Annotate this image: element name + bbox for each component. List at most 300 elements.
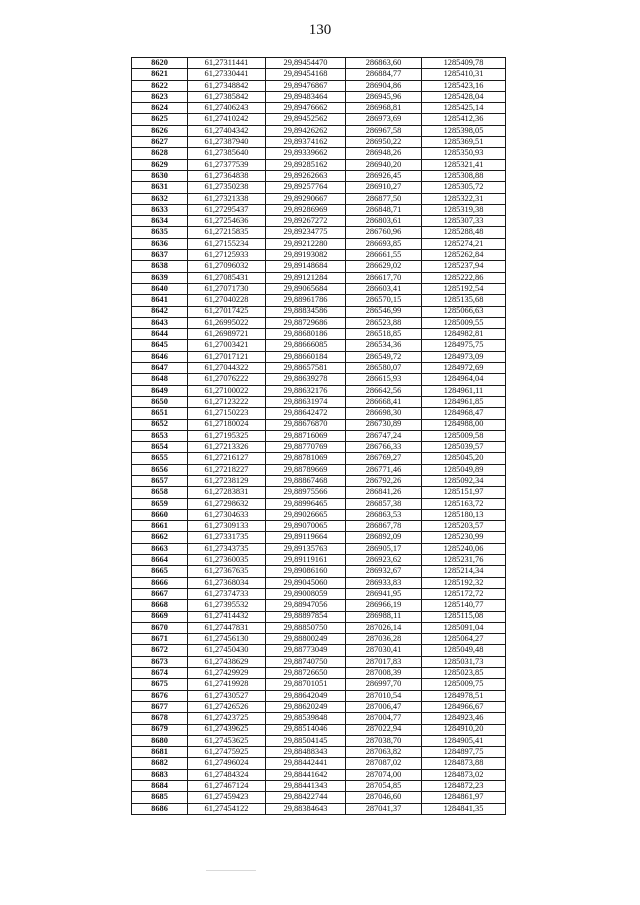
table-row	[132, 690, 506, 701]
point-number-cell: 8681	[132, 747, 188, 758]
latitude-cell: 61,27150223	[188, 408, 266, 419]
point-number-cell: 8646	[132, 351, 188, 362]
point-number-cell: 8674	[132, 668, 188, 679]
y-coordinate-cell: 1285140,77	[422, 600, 506, 611]
y-coordinate-cell: 1285274,21	[422, 238, 506, 249]
x-coordinate-cell: 286941,95	[346, 588, 422, 599]
table-row	[132, 351, 506, 362]
table-row	[132, 543, 506, 554]
longitude-cell: 29,88422744	[266, 792, 346, 803]
point-number-cell: 8662	[132, 532, 188, 543]
y-coordinate-cell: 1284964,04	[422, 374, 506, 385]
longitude-cell: 29,89026665	[266, 509, 346, 520]
x-coordinate-cell: 286523,88	[346, 317, 422, 328]
table-row	[132, 577, 506, 588]
y-coordinate-cell: 1285066,63	[422, 306, 506, 317]
table-row	[132, 781, 506, 792]
x-coordinate-cell: 286877,50	[346, 193, 422, 204]
y-coordinate-cell: 1285203,57	[422, 521, 506, 532]
point-number-cell: 8639	[132, 272, 188, 283]
latitude-cell: 61,27367635	[188, 566, 266, 577]
x-coordinate-cell: 286884,77	[346, 69, 422, 80]
table-row	[132, 430, 506, 441]
latitude-cell: 61,27017425	[188, 306, 266, 317]
point-number-cell: 8630	[132, 170, 188, 181]
point-number-cell: 8671	[132, 634, 188, 645]
point-number-cell: 8655	[132, 453, 188, 464]
longitude-cell: 29,89065684	[266, 283, 346, 294]
x-coordinate-cell: 287030,41	[346, 645, 422, 656]
point-number-cell: 8680	[132, 735, 188, 746]
point-number-cell: 8637	[132, 250, 188, 261]
table-row	[132, 250, 506, 261]
x-coordinate-cell: 286967,58	[346, 125, 422, 136]
x-coordinate-cell: 286792,26	[346, 475, 422, 486]
x-coordinate-cell: 286997,70	[346, 679, 422, 690]
x-coordinate-cell: 286771,46	[346, 464, 422, 475]
table-row	[132, 769, 506, 780]
longitude-cell: 29,89119664	[266, 532, 346, 543]
point-number-cell: 8629	[132, 159, 188, 170]
x-coordinate-cell: 286863,53	[346, 509, 422, 520]
x-coordinate-cell: 286973,69	[346, 114, 422, 125]
x-coordinate-cell: 286863,60	[346, 58, 422, 69]
y-coordinate-cell: 1285428,04	[422, 91, 506, 102]
x-coordinate-cell: 287038,70	[346, 735, 422, 746]
longitude-cell: 29,89135763	[266, 543, 346, 554]
latitude-cell: 61,27076222	[188, 374, 266, 385]
point-number-cell: 8638	[132, 261, 188, 272]
scan-artifact-line	[206, 870, 256, 871]
table-row	[132, 137, 506, 148]
table-row	[132, 735, 506, 746]
x-coordinate-cell: 286693,85	[346, 238, 422, 249]
table-row	[132, 125, 506, 136]
latitude-cell: 61,27195325	[188, 430, 266, 441]
latitude-cell: 61,27496024	[188, 758, 266, 769]
latitude-cell: 61,27484324	[188, 769, 266, 780]
y-coordinate-cell: 1284982,81	[422, 329, 506, 340]
y-coordinate-cell: 1285180,13	[422, 509, 506, 520]
table-row	[132, 555, 506, 566]
point-number-cell: 8677	[132, 701, 188, 712]
point-number-cell: 8667	[132, 588, 188, 599]
latitude-cell: 61,27215835	[188, 227, 266, 238]
longitude-cell: 29,88384643	[266, 803, 346, 814]
y-coordinate-cell: 1284961,85	[422, 396, 506, 407]
table-row	[132, 747, 506, 758]
x-coordinate-cell: 286867,78	[346, 521, 422, 532]
x-coordinate-cell: 286940,20	[346, 159, 422, 170]
latitude-cell: 61,27295437	[188, 204, 266, 215]
y-coordinate-cell: 1285091,04	[422, 622, 506, 633]
point-number-cell: 8634	[132, 216, 188, 227]
y-coordinate-cell: 1285308,88	[422, 170, 506, 181]
table-row	[132, 238, 506, 249]
point-number-cell: 8643	[132, 317, 188, 328]
table-row	[132, 363, 506, 374]
x-coordinate-cell: 286905,17	[346, 543, 422, 554]
x-coordinate-cell: 286966,19	[346, 600, 422, 611]
longitude-cell: 29,88726650	[266, 668, 346, 679]
y-coordinate-cell: 1285023,85	[422, 668, 506, 679]
y-coordinate-cell: 1285410,31	[422, 69, 506, 80]
x-coordinate-cell: 286848,71	[346, 204, 422, 215]
table-row	[132, 532, 506, 543]
y-coordinate-cell: 1284905,41	[422, 735, 506, 746]
longitude-cell: 29,89262663	[266, 170, 346, 181]
y-coordinate-cell: 1284861,97	[422, 792, 506, 803]
longitude-cell: 29,88947056	[266, 600, 346, 611]
point-number-cell: 8658	[132, 487, 188, 498]
latitude-cell: 61,27360035	[188, 555, 266, 566]
point-number-cell: 8664	[132, 555, 188, 566]
longitude-cell: 29,89148684	[266, 261, 346, 272]
x-coordinate-cell: 286570,15	[346, 295, 422, 306]
longitude-cell: 29,89234775	[266, 227, 346, 238]
y-coordinate-cell: 1285135,68	[422, 295, 506, 306]
x-coordinate-cell: 287074,00	[346, 769, 422, 780]
latitude-cell: 61,27238129	[188, 475, 266, 486]
latitude-cell: 61,27475925	[188, 747, 266, 758]
table-row	[132, 272, 506, 283]
table-row	[132, 408, 506, 419]
x-coordinate-cell: 286698,30	[346, 408, 422, 419]
longitude-cell: 29,88996465	[266, 498, 346, 509]
longitude-cell: 29,89476867	[266, 80, 346, 91]
longitude-cell: 29,88773049	[266, 645, 346, 656]
latitude-cell: 61,27071730	[188, 283, 266, 294]
longitude-cell: 29,89426262	[266, 125, 346, 136]
table-row	[132, 80, 506, 91]
table-row	[132, 634, 506, 645]
y-coordinate-cell: 1285045,20	[422, 453, 506, 464]
latitude-cell: 61,27364838	[188, 170, 266, 181]
x-coordinate-cell: 286904,86	[346, 80, 422, 91]
table-row	[132, 103, 506, 114]
x-coordinate-cell: 286892,09	[346, 532, 422, 543]
y-coordinate-cell: 1284873,88	[422, 758, 506, 769]
y-coordinate-cell: 1285163,72	[422, 498, 506, 509]
table-row	[132, 600, 506, 611]
y-coordinate-cell: 1285230,99	[422, 532, 506, 543]
longitude-cell: 29,88620249	[266, 701, 346, 712]
table-row	[132, 340, 506, 351]
longitude-cell: 29,89193082	[266, 250, 346, 261]
table-row	[132, 645, 506, 656]
table-row	[132, 396, 506, 407]
table-row	[132, 509, 506, 520]
y-coordinate-cell: 1285369,51	[422, 137, 506, 148]
latitude-cell: 61,27348842	[188, 80, 266, 91]
latitude-cell: 61,27100022	[188, 385, 266, 396]
table-row	[132, 170, 506, 181]
longitude-cell: 29,88961786	[266, 295, 346, 306]
y-coordinate-cell: 1285319,38	[422, 204, 506, 215]
table-row	[132, 419, 506, 430]
point-number-cell: 8676	[132, 690, 188, 701]
point-number-cell: 8670	[132, 622, 188, 633]
latitude-cell: 61,27096032	[188, 261, 266, 272]
longitude-cell: 29,89121284	[266, 272, 346, 283]
latitude-cell: 61,27321338	[188, 193, 266, 204]
y-coordinate-cell: 1285262,84	[422, 250, 506, 261]
latitude-cell: 61,27125933	[188, 250, 266, 261]
x-coordinate-cell: 287054,85	[346, 781, 422, 792]
longitude-cell: 29,89452562	[266, 114, 346, 125]
x-coordinate-cell: 286841,26	[346, 487, 422, 498]
x-coordinate-cell: 286988,11	[346, 611, 422, 622]
table-row	[132, 713, 506, 724]
point-number-cell: 8673	[132, 656, 188, 667]
x-coordinate-cell: 286948,26	[346, 148, 422, 159]
point-number-cell: 8626	[132, 125, 188, 136]
point-number-cell: 8645	[132, 340, 188, 351]
longitude-cell: 29,89339662	[266, 148, 346, 159]
longitude-cell: 29,88701051	[266, 679, 346, 690]
page-number: 130	[308, 22, 332, 38]
table-row	[132, 758, 506, 769]
longitude-cell: 29,88729686	[266, 317, 346, 328]
longitude-cell: 29,89045060	[266, 577, 346, 588]
point-number-cell: 8651	[132, 408, 188, 419]
latitude-cell: 61,27123222	[188, 396, 266, 407]
latitude-cell: 61,27283831	[188, 487, 266, 498]
table-row	[132, 611, 506, 622]
coordinates-table-body	[132, 58, 506, 815]
x-coordinate-cell: 287022,94	[346, 724, 422, 735]
latitude-cell: 61,27454122	[188, 803, 266, 814]
table-row	[132, 792, 506, 803]
point-number-cell: 8668	[132, 600, 188, 611]
latitude-cell: 61,27331735	[188, 532, 266, 543]
latitude-cell: 61,27309133	[188, 521, 266, 532]
y-coordinate-cell: 1285307,33	[422, 216, 506, 227]
point-number-cell: 8644	[132, 329, 188, 340]
x-coordinate-cell: 286945,96	[346, 91, 422, 102]
point-number-cell: 8623	[132, 91, 188, 102]
longitude-cell: 29,88660184	[266, 351, 346, 362]
table-row	[132, 656, 506, 667]
x-coordinate-cell: 287010,54	[346, 690, 422, 701]
longitude-cell: 29,88975566	[266, 487, 346, 498]
longitude-cell: 29,88740750	[266, 656, 346, 667]
y-coordinate-cell: 1285151,97	[422, 487, 506, 498]
table-row	[132, 204, 506, 215]
x-coordinate-cell: 287026,14	[346, 622, 422, 633]
table-row	[132, 566, 506, 577]
x-coordinate-cell: 287008,39	[346, 668, 422, 679]
y-coordinate-cell: 1284873,02	[422, 769, 506, 780]
longitude-cell: 29,89212280	[266, 238, 346, 249]
x-coordinate-cell: 286766,33	[346, 442, 422, 453]
table-row	[132, 487, 506, 498]
y-coordinate-cell: 1285231,76	[422, 555, 506, 566]
x-coordinate-cell: 287004,77	[346, 713, 422, 724]
point-number-cell: 8631	[132, 182, 188, 193]
point-number-cell: 8633	[132, 204, 188, 215]
latitude-cell: 61,27429929	[188, 668, 266, 679]
longitude-cell: 29,88770769	[266, 442, 346, 453]
point-number-cell: 8666	[132, 577, 188, 588]
point-number-cell: 8653	[132, 430, 188, 441]
point-number-cell: 8627	[132, 137, 188, 148]
y-coordinate-cell: 1285009,75	[422, 679, 506, 690]
point-number-cell: 8684	[132, 781, 188, 792]
y-coordinate-cell: 1284968,47	[422, 408, 506, 419]
longitude-cell: 29,88504145	[266, 735, 346, 746]
longitude-cell: 29,89483464	[266, 91, 346, 102]
longitude-cell: 29,89285162	[266, 159, 346, 170]
y-coordinate-cell: 1285412,36	[422, 114, 506, 125]
point-number-cell: 8679	[132, 724, 188, 735]
latitude-cell: 61,27426526	[188, 701, 266, 712]
x-coordinate-cell: 286518,85	[346, 329, 422, 340]
latitude-cell: 61,26995022	[188, 317, 266, 328]
x-coordinate-cell: 286769,27	[346, 453, 422, 464]
point-number-cell: 8641	[132, 295, 188, 306]
table-row	[132, 521, 506, 532]
table-row	[132, 159, 506, 170]
y-coordinate-cell: 1284972,69	[422, 363, 506, 374]
coordinates-table	[131, 57, 506, 815]
x-coordinate-cell: 286629,02	[346, 261, 422, 272]
latitude-cell: 61,27040228	[188, 295, 266, 306]
latitude-cell: 61,27459423	[188, 792, 266, 803]
latitude-cell: 61,27017121	[188, 351, 266, 362]
table-row	[132, 283, 506, 294]
point-number-cell: 8675	[132, 679, 188, 690]
longitude-cell: 29,88642049	[266, 690, 346, 701]
point-number-cell: 8663	[132, 543, 188, 554]
y-coordinate-cell: 1285031,73	[422, 656, 506, 667]
y-coordinate-cell: 1285305,72	[422, 182, 506, 193]
longitude-cell: 29,88897854	[266, 611, 346, 622]
y-coordinate-cell: 1285321,41	[422, 159, 506, 170]
longitude-cell: 29,88631974	[266, 396, 346, 407]
y-coordinate-cell: 1285009,55	[422, 317, 506, 328]
table-row	[132, 622, 506, 633]
longitude-cell: 29,89290667	[266, 193, 346, 204]
longitude-cell: 29,88680186	[266, 329, 346, 340]
point-number-cell: 8665	[132, 566, 188, 577]
table-row	[132, 261, 506, 272]
longitude-cell: 29,89476662	[266, 103, 346, 114]
table-row	[132, 295, 506, 306]
x-coordinate-cell: 286534,36	[346, 340, 422, 351]
longitude-cell: 29,88539848	[266, 713, 346, 724]
x-coordinate-cell: 286932,67	[346, 566, 422, 577]
latitude-cell: 61,27377539	[188, 159, 266, 170]
y-coordinate-cell: 1285409,78	[422, 58, 506, 69]
x-coordinate-cell: 286603,41	[346, 283, 422, 294]
latitude-cell: 61,27385640	[188, 148, 266, 159]
x-coordinate-cell: 286760,96	[346, 227, 422, 238]
longitude-cell: 29,89267272	[266, 216, 346, 227]
table-row	[132, 306, 506, 317]
y-coordinate-cell: 1285064,27	[422, 634, 506, 645]
point-number-cell: 8657	[132, 475, 188, 486]
table-row	[132, 329, 506, 340]
latitude-cell: 61,27254636	[188, 216, 266, 227]
table-row	[132, 668, 506, 679]
table-row	[132, 91, 506, 102]
latitude-cell: 61,27368034	[188, 577, 266, 588]
y-coordinate-cell: 1285009,58	[422, 430, 506, 441]
longitude-cell: 29,88442441	[266, 758, 346, 769]
latitude-cell: 61,27439625	[188, 724, 266, 735]
y-coordinate-cell: 1285423,16	[422, 80, 506, 91]
y-coordinate-cell: 1284923,46	[422, 713, 506, 724]
x-coordinate-cell: 287046,60	[346, 792, 422, 803]
latitude-cell: 61,27467124	[188, 781, 266, 792]
x-coordinate-cell: 286642,56	[346, 385, 422, 396]
y-coordinate-cell: 1285172,72	[422, 588, 506, 599]
longitude-cell: 29,89286969	[266, 204, 346, 215]
latitude-cell: 61,27410242	[188, 114, 266, 125]
point-number-cell: 8686	[132, 803, 188, 814]
latitude-cell: 61,27044322	[188, 363, 266, 374]
table-row	[132, 679, 506, 690]
x-coordinate-cell: 286926,45	[346, 170, 422, 181]
table-row	[132, 701, 506, 712]
x-coordinate-cell: 286617,70	[346, 272, 422, 283]
table-row	[132, 475, 506, 486]
table-row	[132, 317, 506, 328]
longitude-cell: 29,88867468	[266, 475, 346, 486]
longitude-cell: 29,89374162	[266, 137, 346, 148]
y-coordinate-cell: 1284897,75	[422, 747, 506, 758]
table-row	[132, 442, 506, 453]
point-number-cell: 8624	[132, 103, 188, 114]
point-number-cell: 8648	[132, 374, 188, 385]
latitude-cell: 61,27387940	[188, 137, 266, 148]
latitude-cell: 61,27430527	[188, 690, 266, 701]
latitude-cell: 61,27180024	[188, 419, 266, 430]
longitude-cell: 29,88657581	[266, 363, 346, 374]
x-coordinate-cell: 287087,02	[346, 758, 422, 769]
longitude-cell: 29,89454168	[266, 69, 346, 80]
point-number-cell: 8636	[132, 238, 188, 249]
y-coordinate-cell: 1284973,09	[422, 351, 506, 362]
x-coordinate-cell: 286933,83	[346, 577, 422, 588]
x-coordinate-cell: 286549,72	[346, 351, 422, 362]
y-coordinate-cell: 1284978,51	[422, 690, 506, 701]
point-number-cell: 8620	[132, 58, 188, 69]
table-row	[132, 216, 506, 227]
longitude-cell: 29,88676870	[266, 419, 346, 430]
y-coordinate-cell: 1285240,06	[422, 543, 506, 554]
point-number-cell: 8682	[132, 758, 188, 769]
point-number-cell: 8642	[132, 306, 188, 317]
x-coordinate-cell: 286747,24	[346, 430, 422, 441]
latitude-cell: 61,27311441	[188, 58, 266, 69]
latitude-cell: 61,27406243	[188, 103, 266, 114]
y-coordinate-cell: 1284841,35	[422, 803, 506, 814]
table-row	[132, 374, 506, 385]
point-number-cell: 8649	[132, 385, 188, 396]
latitude-cell: 61,27003421	[188, 340, 266, 351]
point-number-cell: 8628	[132, 148, 188, 159]
latitude-cell: 61,27350238	[188, 182, 266, 193]
y-coordinate-cell: 1285039,57	[422, 442, 506, 453]
latitude-cell: 61,27085431	[188, 272, 266, 283]
y-coordinate-cell: 1285398,05	[422, 125, 506, 136]
table-row	[132, 227, 506, 238]
y-coordinate-cell: 1284872,23	[422, 781, 506, 792]
longitude-cell: 29,89086160	[266, 566, 346, 577]
point-number-cell: 8625	[132, 114, 188, 125]
